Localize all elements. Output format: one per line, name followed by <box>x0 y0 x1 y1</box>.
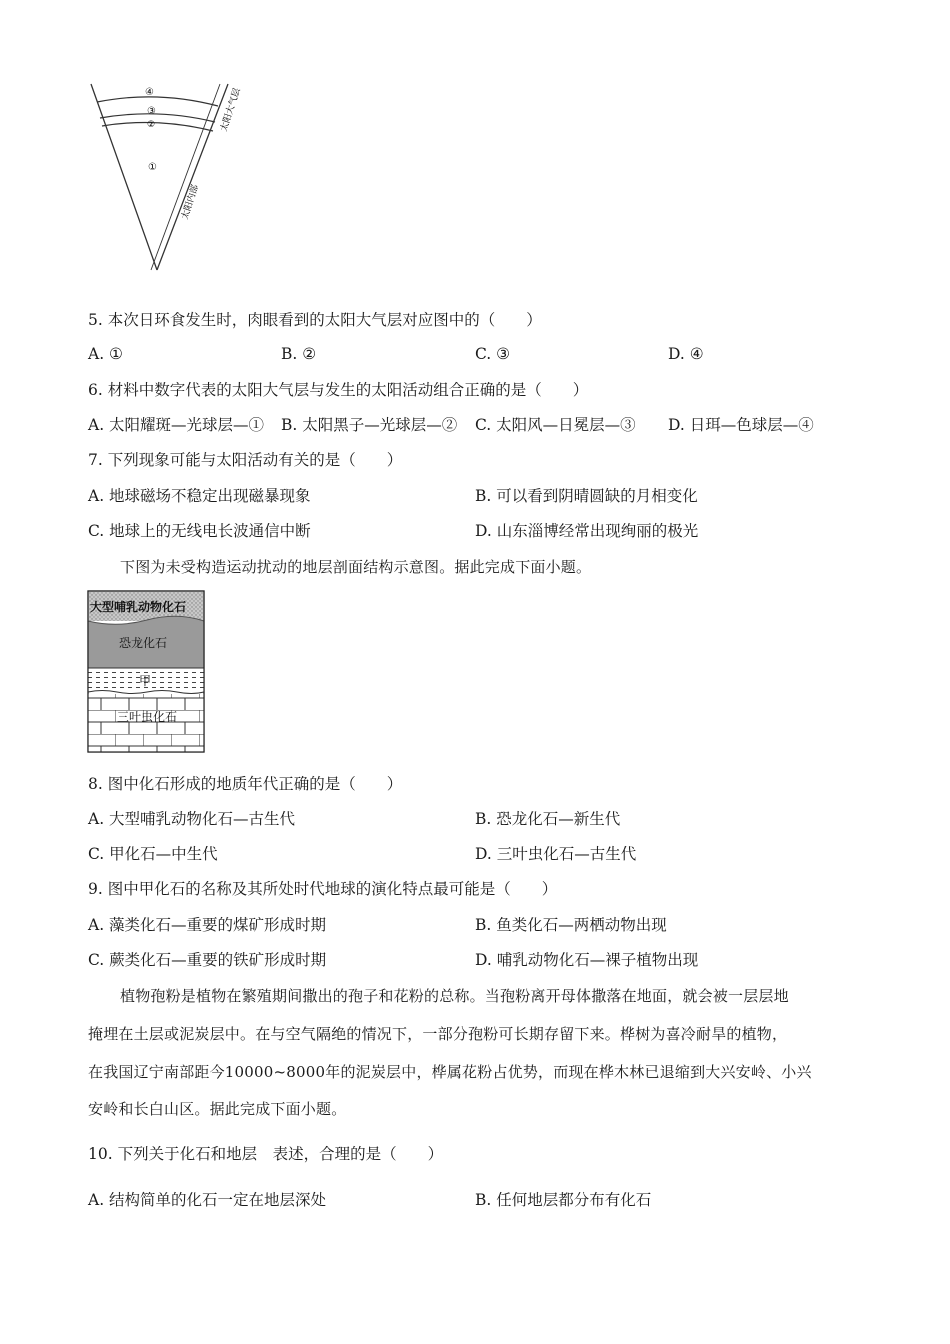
q10-option-a[interactable]: A. 结构简单的化石一定在地层深处 <box>88 1191 327 1209</box>
strata-label-trilobite: 三叶虫化石 <box>117 710 178 724</box>
q8-option-c[interactable]: C. 甲化石—中生代 <box>88 845 218 863</box>
layer-label-2: ② <box>147 120 156 130</box>
q6-option-d[interactable]: D. 日珥—色球层—④ <box>668 416 814 434</box>
q9-option-a[interactable]: A. 藻类化石—重要的煤矿形成时期 <box>88 916 327 934</box>
passage-line-1: 植物孢粉是植物在繁殖期间撒出的孢子和花粉的总称。当孢粉离开母体撒落在地面，就会被一层层地 <box>120 987 789 1005</box>
strata-label-jia: 甲 <box>139 674 152 688</box>
q6-stem: 6. 材料中数字代表的太阳大气层与发生的太阳活动组合正确的是（ ） <box>88 381 589 399</box>
layer-label-4: ④ <box>145 87 154 98</box>
passage-line-3: 在我国辽宁南部距今10000~8000年的泥炭层中，桦属花粉占优势，而现在桦木林已退缩到大兴安岭、小兴 <box>88 1063 812 1081</box>
q7-option-c[interactable]: C. 地球上的无线电长波通信中断 <box>88 522 311 540</box>
strata-label-mammal: 大型哺乳动物化石 <box>90 600 187 614</box>
q7-option-d[interactable]: D. 山东淄博经常出现绚丽的极光 <box>475 522 699 540</box>
q5-option-b[interactable]: B. ② <box>281 345 317 363</box>
q7-option-a[interactable]: A. 地球磁场不稳定出现磁暴现象 <box>88 487 311 505</box>
strata-figure <box>87 590 207 754</box>
atmosphere-label: 太阳大气层 <box>219 87 243 133</box>
q5-stem: 5. 本次日环食发生时，肉眼看到的太阳大气层对应图中的（ ） <box>88 311 542 329</box>
q9-option-b[interactable]: B. 鱼类化石—两栖动物出现 <box>475 916 667 934</box>
q10-option-b[interactable]: B. 任何地层都分布有化石 <box>475 1191 652 1209</box>
q7-stem: 7. 下列现象可能与太阳活动有关的是（ ） <box>88 451 403 469</box>
interior-label: 太阳内部 <box>180 183 201 221</box>
strata-label-dinosaur: 恐龙化石 <box>119 636 168 650</box>
q9-option-c[interactable]: C. 蕨类化石—重要的铁矿形成时期 <box>88 951 327 969</box>
q6-option-c[interactable]: C. 太阳风—日冕层—③ <box>475 416 636 434</box>
passage-line-2: 掩埋在土层或泥炭层中。在与空气隔绝的情况下，一部分孢粉可长期存留下来。桦树为喜冷耐旱的植物， <box>88 1025 788 1043</box>
q8-option-d[interactable]: D. 三叶虫化石—古生代 <box>475 845 637 863</box>
q9-stem: 9. 图中甲化石的名称及其所处时代地球的演化特点最可能是（ ） <box>88 880 558 898</box>
layer-label-1: ① <box>148 162 157 173</box>
q7-option-b[interactable]: B. 可以看到阴晴圆缺的月相变化 <box>475 487 698 505</box>
strata-intro: 下图为未受构造运动扰动的地层剖面结构示意图。据此完成下面小题。 <box>120 558 592 576</box>
q8-stem: 8. 图中化石形成的地质年代正确的是（ ） <box>88 775 403 793</box>
q5-option-a[interactable]: A. ① <box>88 345 123 363</box>
q5-option-c[interactable]: C. ③ <box>475 345 511 363</box>
q9-option-d[interactable]: D. 哺乳动物化石—裸子植物出现 <box>475 951 699 969</box>
q6-option-a[interactable]: A. 太阳耀斑—光球层—① <box>88 416 265 434</box>
q6-option-b[interactable]: B. 太阳黑子—光球层—② <box>281 416 458 434</box>
q8-option-b[interactable]: B. 恐龙化石—新生代 <box>475 810 621 828</box>
q5-option-d[interactable]: D. ④ <box>668 345 704 363</box>
sun-structure-diagram <box>85 80 245 275</box>
q10-stem: 10. 下列关于化石和地层 表述，合理的是（ ） <box>88 1145 444 1163</box>
passage-line-4: 安岭和长白山区。据此完成下面小题。 <box>88 1100 347 1118</box>
q8-option-a[interactable]: A. 大型哺乳动物化石—古生代 <box>88 810 296 828</box>
layer-label-3: ③ <box>147 106 156 117</box>
